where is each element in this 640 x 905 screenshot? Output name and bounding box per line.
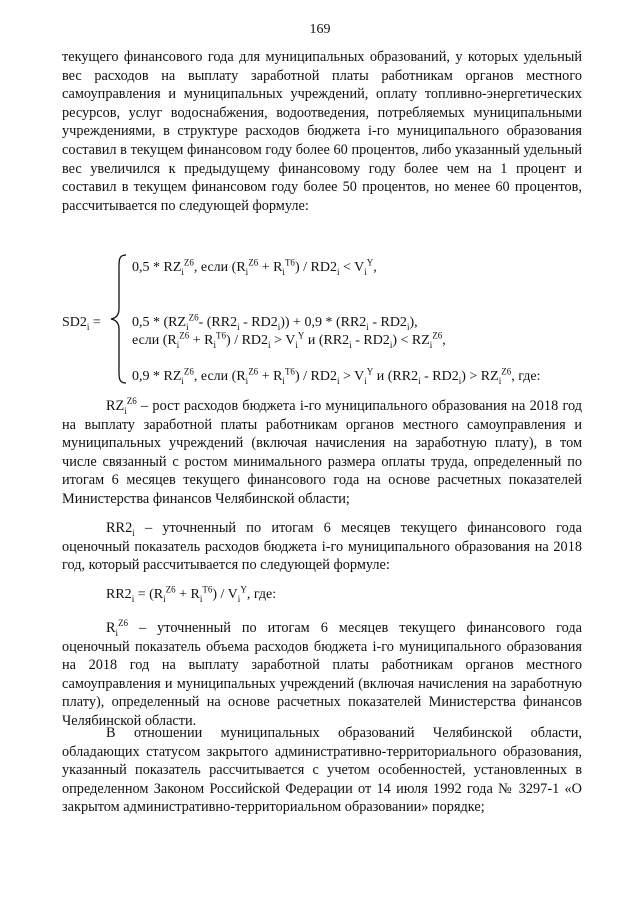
curly-brace-icon <box>108 253 130 385</box>
definition-rr2: $RR2_i$ – уточненный по итогам 6 месяцев текущего финансового года оценочный показатель расходов бюджета i-го муниципального образования на 2018 год, который рассчитывается по следующей формуле: <box>62 520 582 574</box>
closed-territory-paragraph: В отношении муниципальных образований Челябинской области, обладающих статусом закрытого административно-территориального образования, указанный показатель рассчитывается с учетом особенностей, установленных в определенном Законом Российской Федерации от 14 июля 1992 года № 3297-1 «О закрытом административно-территориальном образовании» порядке; <box>62 725 582 816</box>
formula-case-1: $0,5 * RZ_i^{Z6}$, если $(R_i^{Z6} + R_i^{T6}) / RD2_i < V_i^Y$, <box>132 257 377 277</box>
formula-case-2-line-1: $0,5 * (RZ_i^{Z6}-$ $(RR2_i - RD2_i)) + 0,9 * (RR2_i - RD2_i)$, <box>132 312 418 332</box>
definition-rz: $RZ_i^{Z6}$ – рост расходов бюджета i-го муниципального образования на 2018 год на выплату заработной платы работникам органов местного самоуправления и муниципальных учреждений (включая начисления на заработную плату), в том числе связанный с ростом минимального размера оплаты труда, определенный по итогам 6 месяцев текущего финансового года на основе расчетных показателей Министерства финансов Челябинской области; <box>62 396 582 507</box>
intro-paragraph: текущего финансового года для муниципальных образований, у которых удельный вес расходов на выплату заработной платы работникам органов местного самоуправления и муниципальных учреждений, оплату топливно-энергетических ресурсов, услуг водоснабжения, водоотведения, потребляемых муниципальными учреждениями, в структуре расходов бюджета i-го муниципального образования составил в текущем финансовом году более 60 процентов, либо указанный удельный вес увеличился к предыдущему финансовому году более чем на 1 процент и составил в текущем финансовом году более 50 процентов, но менее 60 процентов, рассчитывается по следующей формуле: <box>62 49 582 214</box>
definition-r: $R_i^{Z6}$ – уточненный по итогам 6 месяцев текущего финансового года оценочный показатель объема расходов бюджета i-го муниципального образования на 2018 год на выплату заработной платы работникам органов местного самоуправления и муниципальных учреждений (включая начисления на заработную плату), определенный на основе расчетных показателей Министерства финансов Челябинской области. <box>62 618 582 729</box>
page-number: 169 <box>309 22 331 37</box>
formula-case-2-line-2: если $(R_i^{Z6} + R_i^{T6}) / RD2_i > V_i^Y$ и $(RR2_i - RD2_i) < RZ_i^{Z6}$, <box>132 330 446 350</box>
formula-rr2: $RR2_i = (R_i^{Z6} + R_i^{T6}) / V_i^Y$, где: <box>106 584 277 604</box>
formula-lhs: $SD2_i$ = <box>62 315 101 332</box>
formula-case-3: $0,9 * RZ_i^{Z6}$, если $(R_i^{Z6} + R_i^{T6}) / RD2_i > V_i^Y$ и $(RR2_i - RD2_i) > RZ_i^{Z6}$, где: <box>132 366 541 386</box>
